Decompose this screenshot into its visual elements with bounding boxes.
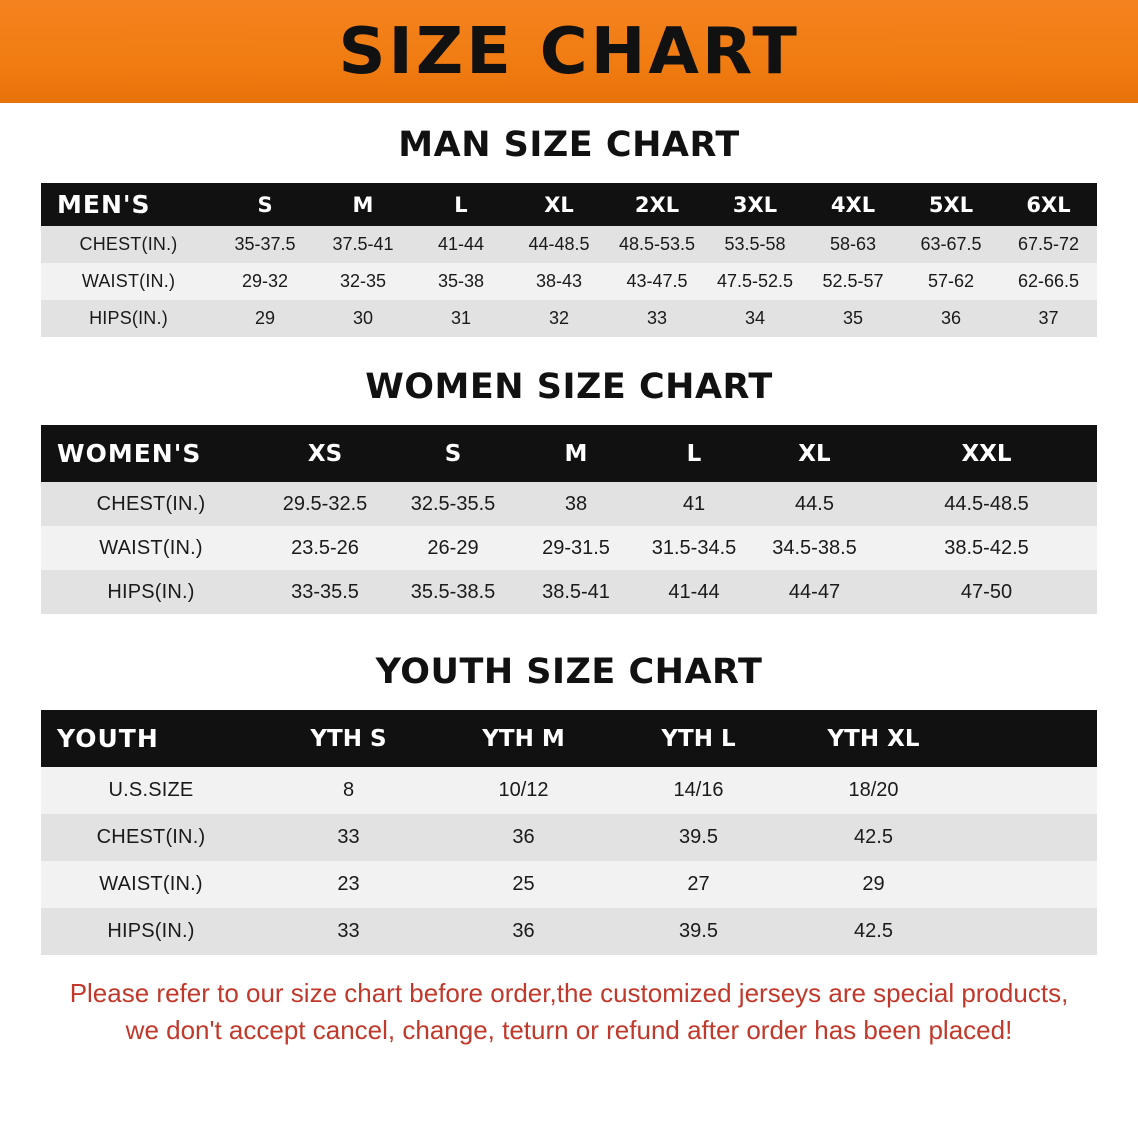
column-header <box>961 710 1097 767</box>
table-cell: 38.5-42.5 <box>876 526 1097 570</box>
table-cell: 29 <box>786 861 961 908</box>
table-cell: 38.5-41 <box>517 570 635 614</box>
table-cell: 38 <box>517 482 635 526</box>
table-cell: 37.5-41 <box>314 226 412 263</box>
table-row <box>41 861 1097 908</box>
table-cell: 38-43 <box>510 263 608 300</box>
table-cell: 43-47.5 <box>608 263 706 300</box>
table-cell: 58-63 <box>804 226 902 263</box>
youth-size-table-wrapper <box>41 710 1097 955</box>
table-cell: 36 <box>902 300 1000 337</box>
table-cell: 36 <box>436 814 611 861</box>
column-header: S <box>216 183 314 226</box>
table-header-row <box>41 183 1097 226</box>
table-row <box>41 526 1097 570</box>
table-cell: 32 <box>510 300 608 337</box>
page-title: SIZE CHART <box>338 14 800 89</box>
table-row <box>41 226 1097 263</box>
table-cell: 42.5 <box>786 908 961 955</box>
column-header: XL <box>510 183 608 226</box>
table-cell: 8 <box>261 767 436 814</box>
table-row <box>41 814 1097 861</box>
row-label: CHEST(IN.) <box>41 482 261 526</box>
column-header: L <box>412 183 510 226</box>
table-cell: 34 <box>706 300 804 337</box>
column-header: M <box>517 425 635 482</box>
table-cell: 27 <box>611 861 786 908</box>
table-cell: 41-44 <box>635 570 753 614</box>
table-cell: 39.5 <box>611 814 786 861</box>
table-cell: 23 <box>261 861 436 908</box>
column-header: YTH XL <box>786 710 961 767</box>
table-row <box>41 767 1097 814</box>
column-header: XS <box>261 425 389 482</box>
column-header: 5XL <box>902 183 1000 226</box>
column-header: M <box>314 183 412 226</box>
table-cell: 18/20 <box>786 767 961 814</box>
table-cell: 33-35.5 <box>261 570 389 614</box>
women-section-heading: WOMEN SIZE CHART <box>365 367 773 407</box>
table-cell: 63-67.5 <box>902 226 1000 263</box>
table-cell: 33 <box>261 814 436 861</box>
table-cell: 33 <box>261 908 436 955</box>
row-label: HIPS(IN.) <box>41 570 261 614</box>
row-label: U.S.SIZE <box>41 767 261 814</box>
table-cell: 44-48.5 <box>510 226 608 263</box>
man-size-table-wrapper <box>41 183 1097 337</box>
man-size-table <box>41 183 1097 337</box>
table-cell: 53.5-58 <box>706 226 804 263</box>
column-header: XL <box>753 425 876 482</box>
man-section-heading: MAN SIZE CHART <box>398 125 740 165</box>
policy-note <box>49 975 1089 1049</box>
table-row <box>41 908 1097 955</box>
table-cell: 29-32 <box>216 263 314 300</box>
women-size-table-wrapper <box>41 425 1097 614</box>
table-cell: 42.5 <box>786 814 961 861</box>
row-label: CHEST(IN.) <box>41 226 216 263</box>
table-cell: 48.5-53.5 <box>608 226 706 263</box>
table-cell: 34.5-38.5 <box>753 526 876 570</box>
row-label: HIPS(IN.) <box>41 300 216 337</box>
table-row <box>41 300 1097 337</box>
table-cell: 44.5-48.5 <box>876 482 1097 526</box>
column-header: S <box>389 425 517 482</box>
table-cell: 44-47 <box>753 570 876 614</box>
table-cell: 35-37.5 <box>216 226 314 263</box>
table-cell: 29-31.5 <box>517 526 635 570</box>
table-cell <box>961 814 1097 861</box>
column-header: MEN'S <box>41 183 216 226</box>
table-cell: 57-62 <box>902 263 1000 300</box>
table-cell: 35.5-38.5 <box>389 570 517 614</box>
table-cell: 35 <box>804 300 902 337</box>
table-cell: 23.5-26 <box>261 526 389 570</box>
column-header: L <box>635 425 753 482</box>
table-cell: 67.5-72 <box>1000 226 1097 263</box>
column-header: 3XL <box>706 183 804 226</box>
table-cell: 52.5-57 <box>804 263 902 300</box>
table-cell: 39.5 <box>611 908 786 955</box>
row-label: HIPS(IN.) <box>41 908 261 955</box>
youth-section-heading: YOUTH SIZE CHART <box>375 652 763 692</box>
row-label: WAIST(IN.) <box>41 526 261 570</box>
table-cell: 29.5-32.5 <box>261 482 389 526</box>
table-cell: 44.5 <box>753 482 876 526</box>
table-row <box>41 263 1097 300</box>
column-header: 4XL <box>804 183 902 226</box>
column-header: 2XL <box>608 183 706 226</box>
table-cell: 14/16 <box>611 767 786 814</box>
table-header-row <box>41 710 1097 767</box>
banner <box>0 0 1138 103</box>
column-header: YTH L <box>611 710 786 767</box>
column-header: YTH S <box>261 710 436 767</box>
youth-size-table <box>41 710 1097 955</box>
women-size-table <box>41 425 1097 614</box>
table-cell: 62-66.5 <box>1000 263 1097 300</box>
table-cell: 37 <box>1000 300 1097 337</box>
table-cell: 47-50 <box>876 570 1097 614</box>
column-header: XXL <box>876 425 1097 482</box>
table-cell: 25 <box>436 861 611 908</box>
column-header: YTH M <box>436 710 611 767</box>
table-cell: 35-38 <box>412 263 510 300</box>
table-cell: 32.5-35.5 <box>389 482 517 526</box>
table-row <box>41 482 1097 526</box>
column-header: 6XL <box>1000 183 1097 226</box>
row-label: WAIST(IN.) <box>41 861 261 908</box>
table-cell <box>961 861 1097 908</box>
table-cell: 32-35 <box>314 263 412 300</box>
table-cell: 31.5-34.5 <box>635 526 753 570</box>
table-cell: 26-29 <box>389 526 517 570</box>
table-cell: 10/12 <box>436 767 611 814</box>
table-cell: 36 <box>436 908 611 955</box>
table-cell: 41 <box>635 482 753 526</box>
table-cell <box>961 908 1097 955</box>
policy-note-line-1: Please refer to our size chart before order,the customized jerseys are special products, <box>69 978 1069 1008</box>
table-cell: 41-44 <box>412 226 510 263</box>
table-cell: 29 <box>216 300 314 337</box>
table-cell: 31 <box>412 300 510 337</box>
table-cell: 47.5-52.5 <box>706 263 804 300</box>
column-header: WOMEN'S <box>41 425 261 482</box>
table-header-row <box>41 425 1097 482</box>
table-cell: 33 <box>608 300 706 337</box>
row-label: CHEST(IN.) <box>41 814 261 861</box>
row-label: WAIST(IN.) <box>41 263 216 300</box>
column-header: YOUTH <box>41 710 261 767</box>
table-row <box>41 570 1097 614</box>
table-cell: 30 <box>314 300 412 337</box>
table-cell <box>961 767 1097 814</box>
policy-note-line-2: we don't accept cancel, change, teturn or refund after order has been placed! <box>125 1014 1013 1045</box>
